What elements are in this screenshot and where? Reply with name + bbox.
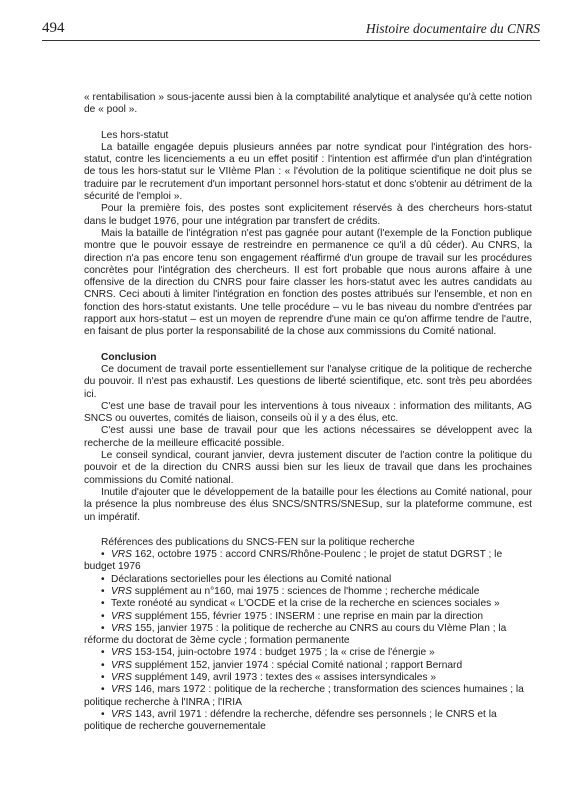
reference-prefix: VRS [111, 585, 132, 597]
section-heading-hors-statut: Les hors-statut [101, 129, 169, 141]
reference-prefix: VRS [111, 659, 132, 671]
reference-prefix: VRS [111, 684, 132, 696]
page-header [42, 20, 540, 41]
bullet-icon: • [101, 610, 105, 622]
paragraph: Ce document de travail porte essentiellement sur l'analyse critique de la politique de recherche du pouvoir. Il n'est pas exhaustif. Les questions de liberté scientifique, etc. sont très peu abordées ici. [84, 363, 532, 400]
reference-item [84, 549, 532, 574]
intro-paragraph: « rentabilisation » sous-jacente aussi bien à la comptabilité analytique et analysée qu'à cette notion de « pool ». [84, 92, 532, 116]
bullet-icon: • [101, 598, 105, 610]
bullet-icon: • [101, 549, 105, 561]
reference-prefix: VRS [111, 672, 132, 684]
reference-prefix: VRS [111, 622, 132, 634]
bullet-icon: • [101, 672, 105, 684]
reference-item [84, 586, 532, 598]
bullet-icon: • [101, 585, 105, 597]
reference-text: supplément 155, février 1975 : INSERM : une reprise en main par la direction [131, 610, 484, 622]
reference-text: supplément 152, janvier 1974 : spécial Comité national ; rapport Bernard [131, 659, 463, 671]
paragraph: Pour la première fois, des postes sont explicitement réservés à des chercheurs hors-statut dans le budget 1976, pour une intégration par transfert de crédits. [84, 203, 532, 227]
running-title: Histoire documentaire du CNRS [365, 21, 540, 36]
bullet-icon: • [101, 708, 105, 720]
references-list [84, 537, 532, 734]
paragraph: Mais la bataille de l'intégration n'est pas gagnée pour autant (l'exemple de la Fonction publique montre que le pouvoir essaye de restreindre en permanence ce qu'il a dû céder). Au CNRS, la direction n'a pas encore tenu son engagement réaffirmé d'un groupe de travail sur les procédures concrètes pour l'intégration des chercheurs. Il est fort probable que nous aurons affaire à une offensive de la direction du CNRS pour faire classer les hors-statut avec les autres candidats au CNRS. Ceci abouti à limiter l'intégration en fonction des postes attribués sur l'ensemble, et non en fonction des hors-statut existants. Une telle procédure – vu le bas niveau du nombre d'entrées par rapport aux hors-statut – est un moyen de reprendre d'une main ce qu'on affirme tendre de l'autre, en faisant de plus porter la responsabilité de la chose aux commissions du Comité national. [84, 227, 532, 338]
reference-item [84, 623, 532, 648]
paragraph: C'est aussi une base de travail pour que les actions nécessaires se développent avec la recherche de la meilleure efficacité possible. [84, 425, 532, 449]
bullet-icon: • [101, 659, 105, 671]
reference-text: 162, octobre 1975 : accord CNRS/Rhône-Poulenc ; le projet de statut DGRST ; le budget 1976 [84, 549, 503, 573]
reference-prefix: VRS [111, 610, 132, 622]
reference-text: supplément 149, avril 1973 : textes des « assises intersyndicales » [131, 672, 437, 684]
reference-item [84, 574, 532, 586]
page-number: 494 [42, 20, 65, 36]
reference-prefix: VRS [111, 549, 132, 561]
bullet-icon: • [101, 573, 105, 585]
bullet-icon: • [101, 684, 105, 696]
reference-text: supplément au n°160, mai 1975 : sciences de l'homme ; recherche médicale [131, 585, 480, 597]
paragraph: La bataille engagée depuis plusieurs années par notre syndicat pour l'intégration des hors-statut, contre les licenciements a eu un effet positif : l'intention est affirmée d'un plan d'intégration de tous les hors-statut sur le VIIème Plan : « l'évolution de la politique scientifique ne doit plus se traduire par le recrutement d'un important personnel hors-statut et donc s'obtenir au détriment de la sécurité de l'emploi ». [84, 141, 532, 203]
reference-text: 155, janvier 1975 : la politique de recherche au CNRS au cours du VIème Plan ; la réforme du doctorat de 3ème cycle ; formation permanente [84, 622, 507, 647]
reference-text: 143, avril 1971 : défendre la recherche, défendre ses personnels ; le CNRS et la politique de recherche gouvernementale [84, 708, 497, 733]
reference-item [84, 611, 532, 623]
references-heading: Références des publications du SNCS-FEN sur la politique recherche [101, 536, 415, 548]
reference-item [84, 684, 532, 709]
reference-text: 146, mars 1972 : politique de la recherche ; transformation des sciences humaines ; la politique recherche à l'INRA ; l'IRIA [84, 684, 524, 708]
reference-prefix: VRS [111, 708, 132, 720]
reference-text: 153-154, juin-octobre 1974 : budget 1975 ; la « crise de l'énergie » [131, 647, 435, 659]
reference-item [84, 660, 532, 672]
paragraph: Inutile d'ajouter que le développement de la bataille pour les élections au Comité national, pour la présence la plus nombreuse des élus SNCS/SNTRS/SNESup, sur la plateforme commune, est un impératif. [84, 486, 532, 523]
section-heading-conclusion: Conclusion [101, 351, 157, 363]
page-body [84, 92, 532, 734]
paragraph: Le conseil syndical, courant janvier, devra justement discuter de l'action contre la politique du pouvoir et de la direction du CNRS aussi bien sur les lieux de travail que dans les prochaines commissions du Comité national. [84, 450, 532, 486]
bullet-icon: • [101, 622, 105, 634]
reference-item [84, 598, 532, 610]
reference-item [84, 709, 532, 734]
reference-item [84, 672, 532, 684]
reference-item [84, 647, 532, 659]
paragraph: C'est une base de travail pour les interventions à tous niveaux : information des militants, AG SNCS ou ouvertes, comités de liaison, conseils où il y a des élus, etc. [84, 400, 532, 425]
reference-text: Texte ronéoté au syndicat « L'OCDE et la crise de la recherche en sciences sociales » [111, 598, 500, 610]
reference-prefix: VRS [111, 647, 132, 659]
reference-text: Déclarations sectorielles pour les élections au Comité national [111, 573, 392, 585]
bullet-icon: • [101, 647, 105, 659]
